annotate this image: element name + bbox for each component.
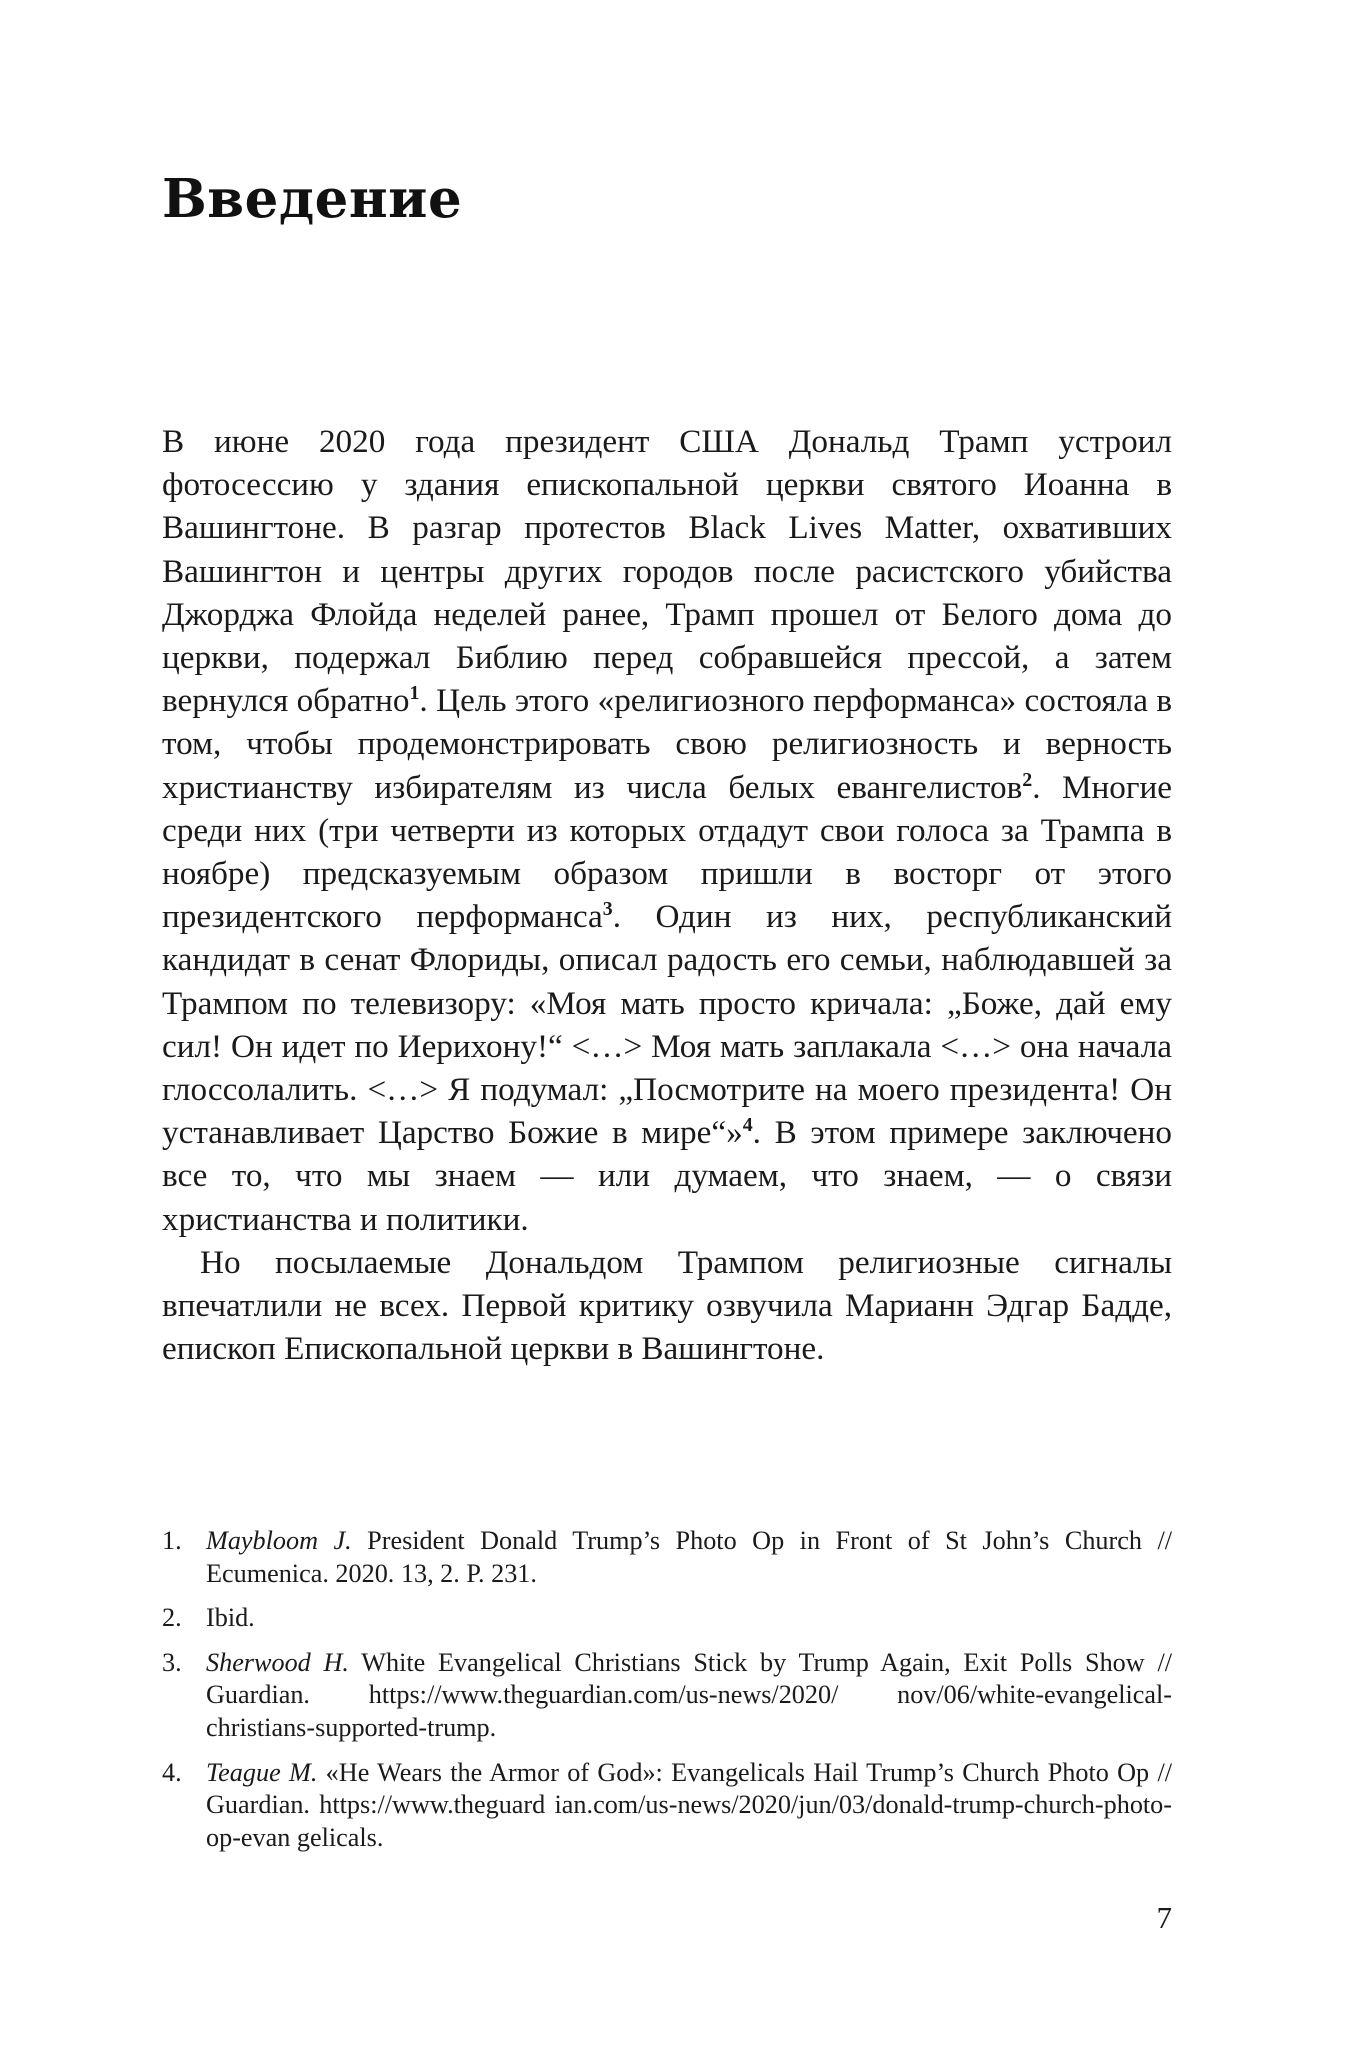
text-segment: . Многие среди них (три четверти из которых отдадут свои голоса за Трампа в ноябре) предсказуемым образом пришли в восторг от этого президентского перформанса — [162, 768, 1172, 936]
footnote-citation: Ibid. — [206, 1603, 255, 1633]
footnote-number: 2. — [162, 1603, 182, 1633]
text-segment: . Один из них, республиканский кандидат в сенат Флориды, описал радость его семьи, наблюдавшей за Трампом по телевизору: «Моя мать просто кричала: „Боже, дай ему сил! Он идет по Иерихону!“ <…> Моя мать заплакала <…> она начала глоссолалить. <…> Я подумал: „Посмотрите на моего президента! Он устанавливает Царство Божие в мире“» — [162, 898, 1172, 1152]
footnote-author: Teague M. — [206, 1757, 318, 1787]
page-number: 7 — [1156, 1900, 1172, 1935]
footnote-number: 1. — [162, 1526, 182, 1555]
footnote-author: Maybloom J. — [206, 1526, 352, 1555]
paragraph-2: Но посылаемые Дональдом Трампом религиозные сигналы впечатлили не всех. Первой критику озвучила Марианн Эдгар Бадде, епископ Епископальной церкви в Вашингтоне. — [162, 1243, 1172, 1368]
text-segment: . Цель этого «религиозного перформанса» состояла в том, чтобы продемонстрировать свою религиозность и верность христианству избирателям из числа белых евангелистов — [162, 682, 1173, 806]
footnote-1 — [162, 1525, 1172, 1590]
footnote-author: Sherwood H. — [206, 1647, 349, 1677]
footnotes — [162, 1525, 1172, 1866]
paragraph-1 — [162, 420, 1172, 1241]
footnote-ref-2[interactable]: 2 — [1022, 768, 1033, 791]
book-page — [162, 0, 1172, 2048]
footnote-number: 3. — [162, 1647, 182, 1677]
footnote-citation[interactable]: White Evangelical Christians Stick by Trump Again, Exit Polls Show // Guardian. https://www.theguardian.com/us-news/2020/ nov/06/white-evangelical-christians-supported-trump. — [206, 1647, 1172, 1742]
text-segment: В июне 2020 года президент США Дональд Трамп устроил фотосессию у здания епископальной церкви святого Иоанна в Вашингтоне. В разгар протестов Black Lives Matter, охвативших Вашингтон и центры других городов после расистского убийства Джорджа Флойда неделей ранее, Трамп прошел от Белого дома до церкви, подержал Библию перед собравшейся прессой, а затем вернулся обратно — [162, 423, 1172, 720]
footnote-ref-4[interactable]: 4 — [742, 1114, 753, 1137]
text-segment: . В этом примере заключено все то, что мы знаем — или думаем, что знаем, — о связи христианства и политики. — [162, 1114, 1172, 1238]
main-text — [162, 420, 1172, 1370]
footnote-citation: President Donald Trump’s Photo Op in Front of St John’s Church // Ecumenica. 2020. 13, 2. P. 231. — [206, 1526, 1172, 1588]
footnote-2 — [162, 1602, 1172, 1635]
footnote-citation[interactable]: «He Wears the Armor of God»: Evangelicals Hail Trump’s Church Photo Op // Guardian. https://www.theguard ian.com/us-news/2020/jun/03/donald-trump-church-photo-op-evan gelicals. — [206, 1757, 1172, 1852]
footnote-text — [206, 1647, 1172, 1745]
footnote-number: 4. — [162, 1757, 182, 1787]
footnote-text — [206, 1602, 1172, 1635]
footnote-ref-1[interactable]: 1 — [409, 682, 420, 705]
footnote-ref-3[interactable]: 3 — [602, 898, 613, 921]
footnote-3 — [162, 1647, 1172, 1745]
footnote-text — [206, 1757, 1172, 1855]
footnote-4 — [162, 1757, 1172, 1855]
footnote-text — [206, 1525, 1172, 1590]
chapter-title: Введение — [162, 168, 463, 230]
